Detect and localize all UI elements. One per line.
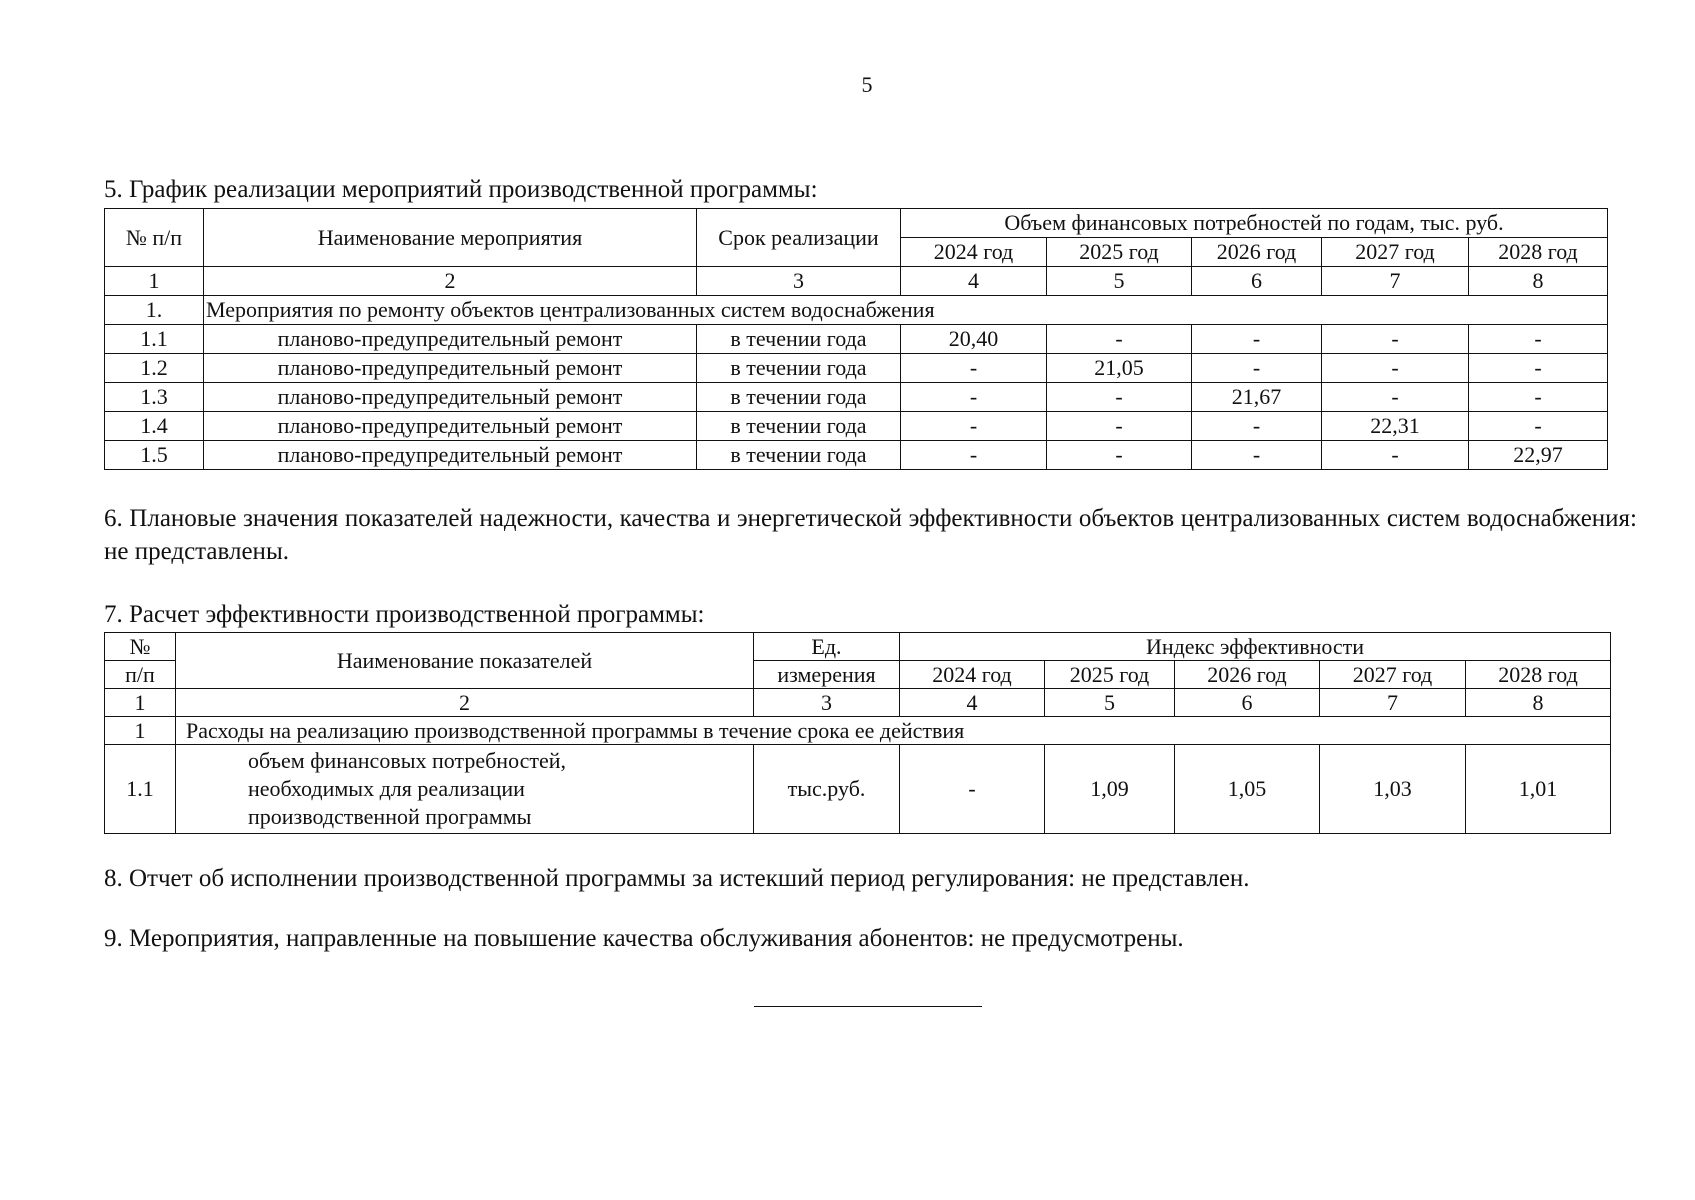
column-number: 6 (1192, 267, 1322, 296)
row-value: - (1192, 325, 1322, 354)
table-row (105, 325, 1608, 354)
row-value: 22,97 (1469, 441, 1608, 470)
row-no: 1.1 (105, 745, 176, 834)
header-year: 2025 год (1047, 238, 1192, 267)
row-value: - (1047, 325, 1192, 354)
column-number: 8 (1469, 267, 1608, 296)
column-number: 4 (901, 267, 1047, 296)
column-number: 8 (1466, 689, 1611, 717)
header-year: 2028 год (1469, 238, 1608, 267)
row-value: - (1322, 383, 1469, 412)
header-year: 2024 год (900, 661, 1045, 689)
row-name-line: необходимых для реализации (248, 776, 525, 801)
row-value: 1,01 (1466, 745, 1611, 834)
column-number: 5 (1047, 267, 1192, 296)
table-header-row (105, 209, 1608, 238)
row-name: планово-предупредительный ремонт (204, 325, 697, 354)
row-term: в течении года (697, 412, 901, 441)
row-value: - (1469, 412, 1608, 441)
table-row (105, 383, 1608, 412)
row-term: в течении года (697, 383, 901, 412)
header-unit-line2: измерения (754, 661, 900, 689)
row-value: 21,67 (1192, 383, 1322, 412)
row-value: - (1322, 441, 1469, 470)
row-value: 1,03 (1320, 745, 1466, 834)
row-no: 1.5 (105, 441, 204, 470)
row-value: - (1047, 441, 1192, 470)
table-row (105, 745, 1611, 834)
row-name (176, 745, 754, 834)
column-number: 3 (697, 267, 901, 296)
row-name-line: объем финансовых потребностей, (248, 748, 567, 773)
row-name-line: производственной программы (248, 804, 532, 829)
row-term: в течении года (697, 354, 901, 383)
row-value: - (1047, 412, 1192, 441)
row-value: 21,05 (1047, 354, 1192, 383)
header-year: 2024 год (901, 238, 1047, 267)
column-number: 7 (1320, 689, 1466, 717)
column-number: 5 (1045, 689, 1175, 717)
row-name: планово-предупредительный ремонт (204, 383, 697, 412)
section-5-heading: 5. График реализации мероприятий производственной программы: (104, 176, 818, 203)
row-value: - (1192, 354, 1322, 383)
header-term: Срок реализации (697, 209, 901, 267)
schedule-table (104, 208, 1608, 470)
row-value: - (1469, 383, 1608, 412)
table-header-row (105, 633, 1611, 661)
section-7-heading: 7. Расчет эффективности производственной программы: (104, 601, 705, 628)
column-number: 4 (900, 689, 1045, 717)
row-value: 1,09 (1045, 745, 1175, 834)
header-name: Наименование показателей (176, 633, 754, 689)
group-no: 1. (105, 296, 204, 325)
header-unit: Ед. (754, 633, 900, 661)
row-term: в течении года (697, 325, 901, 354)
page-number: 5 (861, 72, 873, 97)
row-name: планово-предупредительный ремонт (204, 412, 697, 441)
column-number-row (105, 267, 1608, 296)
section-8-text: 8. Отчет об исполнении производственной программы за истекший период регулирования: не представлен. (104, 865, 1250, 892)
row-value: 20,40 (901, 325, 1047, 354)
row-name: планово-предупредительный ремонт (204, 441, 697, 470)
column-number: 2 (176, 689, 754, 717)
row-unit: тыс.руб. (754, 745, 900, 834)
column-number: 1 (105, 689, 176, 717)
efficiency-table (104, 632, 1611, 834)
row-value: - (901, 441, 1047, 470)
header-year: 2028 год (1466, 661, 1611, 689)
section-6-text: 6. Плановые значения показателей надежности, качества и энергетической эффективности объектов централизованных систем водоснабжения: не представлены. (104, 505, 1637, 565)
row-value: - (1322, 354, 1469, 383)
row-name: планово-предупредительный ремонт (204, 354, 697, 383)
header-year: 2027 год (1322, 238, 1469, 267)
section-9-text: 9. Мероприятия, направленные на повышение качества обслуживания абонентов: не предусмотрены. (104, 925, 1184, 952)
table-row (105, 354, 1608, 383)
header-year: 2027 год (1320, 661, 1466, 689)
row-value: - (901, 412, 1047, 441)
row-value: - (901, 383, 1047, 412)
group-row (105, 296, 1608, 325)
column-number: 7 (1322, 267, 1469, 296)
header-no: № (105, 633, 176, 661)
header-year: 2025 год (1045, 661, 1175, 689)
table-row (105, 412, 1608, 441)
row-value: 22,31 (1322, 412, 1469, 441)
group-row (105, 717, 1611, 745)
column-number: 2 (204, 267, 697, 296)
row-value: 1,05 (1175, 745, 1320, 834)
header-year: 2026 год (1192, 238, 1322, 267)
closing-rule (754, 1006, 982, 1007)
row-value: - (1469, 354, 1608, 383)
row-no: 1.2 (105, 354, 204, 383)
header-year: 2026 год (1175, 661, 1320, 689)
row-no: 1.3 (105, 383, 204, 412)
header-index-group: Индекс эффективности (900, 633, 1611, 661)
column-number: 6 (1175, 689, 1320, 717)
table-row (105, 441, 1608, 470)
group-title: Расходы на реализацию производственной программы в течение срока ее действия (176, 717, 1611, 745)
row-value: - (901, 354, 1047, 383)
row-term: в течении года (697, 441, 901, 470)
header-finance-group: Объем финансовых потребностей по годам, тыс. руб. (901, 209, 1608, 238)
row-value: - (1192, 441, 1322, 470)
header-no-line2: п/п (105, 661, 176, 689)
group-title: Мероприятия по ремонту объектов централизованных систем водоснабжения (204, 296, 1608, 325)
row-no: 1.1 (105, 325, 204, 354)
header-name: Наименование мероприятия (204, 209, 697, 267)
column-number: 3 (754, 689, 900, 717)
column-number-row (105, 689, 1611, 717)
row-value: - (1322, 325, 1469, 354)
column-number: 1 (105, 267, 204, 296)
header-no: № п/п (105, 209, 204, 267)
row-value: - (900, 745, 1045, 834)
row-value: - (1192, 412, 1322, 441)
row-no: 1.4 (105, 412, 204, 441)
row-value: - (1469, 325, 1608, 354)
row-value: - (1047, 383, 1192, 412)
group-no: 1 (105, 717, 176, 745)
